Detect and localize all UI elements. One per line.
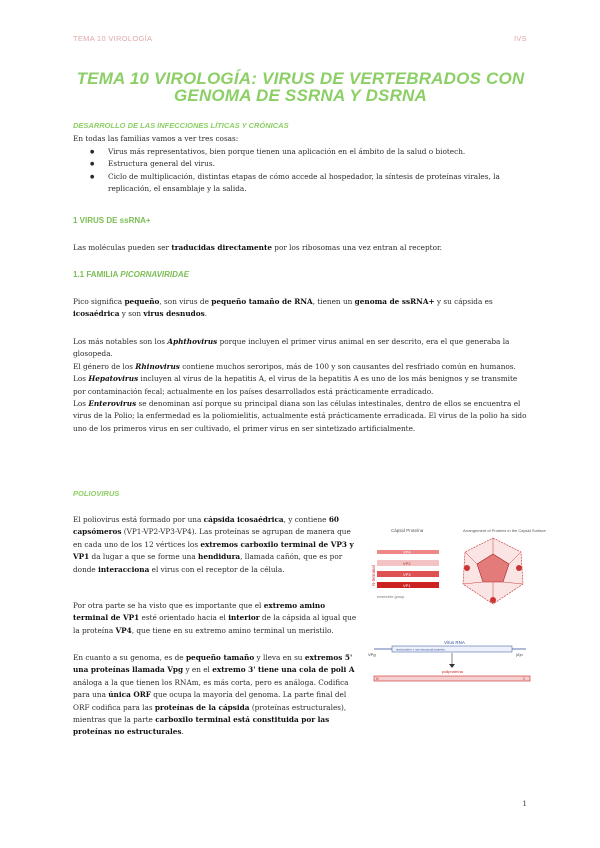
icosahedron-icon (463, 538, 523, 604)
section-1-text: Las moléculas pueden ser traducidas directamente por los ribosomas una vez entran al receptor. (73, 243, 443, 252)
vp-label: VP4 (403, 549, 411, 555)
section-1-1-heading: 1.1 FAMILIA PICORNAVIRIDAE (73, 270, 190, 279)
genome-top-label: Virus RNA (444, 640, 465, 645)
header-right: IVS (514, 34, 527, 43)
infections-heading: DESARROLLO DE LAS INFECCIONES LÍTICAS Y CRÓNICAS (73, 121, 289, 130)
polyprotein-label: poliproteína (442, 669, 463, 674)
picorna-intro: Pico significa pequeño, son virus de pequeño tamaño de RNA, tienen un genoma de ssRNA+ y su cápsida es icosaédrica y son virus desnudos. (73, 297, 493, 319)
list-item: ● Virus más representativos, bien porque tienen una aplicación en el ámbito de la salud o biotech. (73, 146, 528, 158)
orf-label: viral protein + non-structural proteins (396, 647, 445, 652)
capsid-figure (363, 524, 546, 612)
page-number: 1 (522, 800, 527, 808)
capsid-bottom-label: ensemble group (377, 595, 405, 599)
infections-intro: En todas las familias vamos a ver tres cosas: (73, 134, 239, 143)
vp-label: VP2 (403, 561, 411, 566)
vp-label: VP1 (403, 583, 411, 588)
poliovirus-vp4: Por otra parte se ha visto que es importante que el extremo amino terminal de VP1 esté orientado hacia el interior de la cápsida al igual que la proteína VP4, que tiene en su extremo amino terminal un meristilo. (73, 601, 357, 635)
list-item: ● Ciclo de multiplicación, distintas etapas de cómo accede al hospedador, la síntesis de proteínas virales, la replicación, el ensamblaje y la salida. (73, 171, 528, 196)
capsid-right-title: Arrangement of Proteins in the Capsid Surface (463, 528, 546, 533)
infections-list (73, 146, 528, 196)
poliovirus-heading: POLIOVIRUS (73, 489, 120, 498)
list-item: ● Estructura general del virus. (73, 158, 528, 170)
capsid-left-title: Cápsid Proteína (391, 528, 424, 533)
picorna-genera: Los más notables son los Aphthovirus porque incluyen el primer virus animal en ser descrito, era el que generaba la glosopeda. El género de los Rhinovirus contiene muchos seroripos, más de 100 y son causantes del resfriado común en humanos. Los Hepatovirus incluyen al virus de la hepatitis A, el virus de la hepatitis A es uno de los más benignos y se transmite por contaminación fecal; actualmente en los países desarrollados está prácticamente erradicado. Los Enterovirus se denominan así porque su principal diana son las células intestinales, dentro de ellos se encuentra el virus de la Polio; la enfermedad es la poliomielitis, actualmente está prácticamente erradicada. El virus de la polio ha sido uno de los primeros virus en ser cultivado, el primer virus en ser sintetizado artificialmente. (73, 337, 527, 433)
vp-label: VP3 (403, 572, 411, 577)
poliovirus-structure: El poliovirus está formado por una cápsida icosaédrica, y contiene 60 capsómeros (VP1-VP2-VP3-VP4). Las proteínas se agrupan de manera que en cada uno de los 12 vértices los extremos carboxilo terminal de VP3 y VP1 da lugar a que se forme una hendidura, llamada cañón, que es por donde interacciona el virus con el receptor de la célula. (73, 515, 354, 574)
vpg-label: VPg (368, 652, 376, 657)
c-label: C (523, 677, 526, 681)
poly-a-label: (A)n (516, 653, 523, 657)
poliovirus-genome: En cuanto a su genoma, es de pequeño tamaño y lleva en su extremos 5' una proteínas llamada Vpg y en el extremo 3' tiene una cola de poli A análoga a la que tienen los RNAm, es más corta, pero es análoga. Codifica para una única ORF que ocupa la mayoría del genoma. La parte final del ORF codifica para las proteínas de la cápsida (proteínas estructurales), mientras que la parte carboxilo terminal está constituida por las proteínas no estructurales. (73, 653, 355, 737)
capsid-side-label: N-terminal (371, 565, 376, 586)
page-title: TEMA 10 VIROLOGÍA: VIRUS DE VERTEBRADOS CON GENOMA DE SSRNA Y DSRNA (76, 69, 525, 105)
section-1-heading: 1 VIRUS DE ssRNA+ (73, 216, 151, 225)
arrow-down-icon (449, 664, 455, 668)
polyprotein-bar (374, 676, 530, 681)
header-left: TEMA 10 VIROLOGÍA (73, 34, 153, 43)
genome-figure (366, 638, 536, 688)
n-label: N (376, 677, 379, 681)
